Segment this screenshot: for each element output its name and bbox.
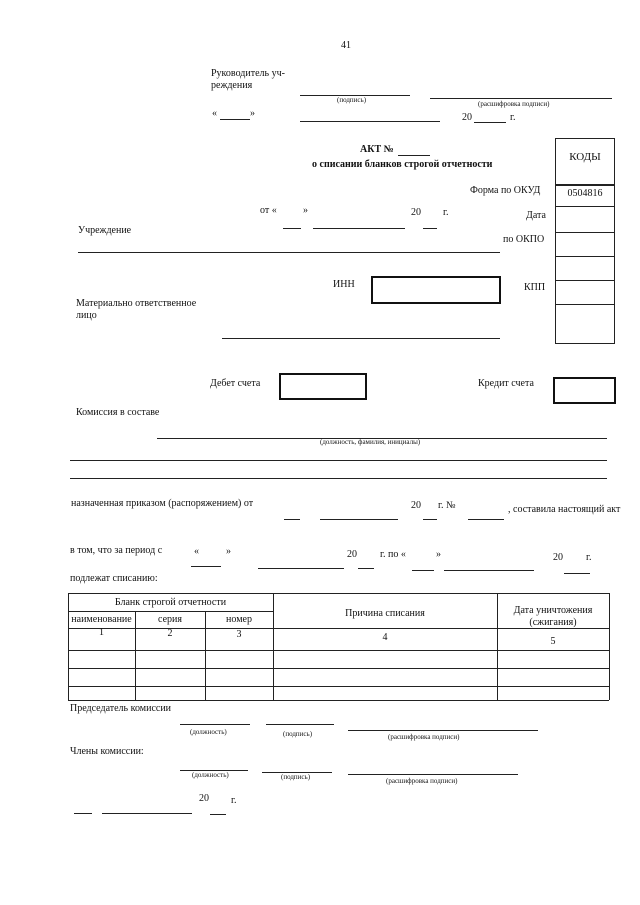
chairman-signature-line[interactable] [266, 724, 334, 725]
commission-caption: (должность, фамилия, инициалы) [320, 438, 421, 446]
members-position-caption: (должность) [192, 771, 229, 779]
credit-label: Кредит счета [478, 378, 534, 389]
approval-quote-open: « [212, 108, 217, 119]
table-right-border [609, 593, 610, 700]
act-number-line [398, 155, 430, 156]
okud-label: Форма по ОКУД [470, 185, 541, 196]
table-bottom-border [68, 700, 609, 701]
footer-g: г. [231, 795, 237, 806]
dated-year: 20 [411, 207, 421, 218]
dated-month-line [313, 228, 405, 229]
codes-column [555, 138, 615, 344]
okud-code: 0504816 [556, 185, 614, 207]
table-row-border-3 [68, 686, 609, 687]
head-label-line2: реждения [211, 80, 253, 91]
table-group-border [68, 611, 273, 612]
chairman-label: Председатель комиссии [70, 703, 172, 714]
approval-year-prefix: 20 [462, 112, 472, 123]
col-header-number: номер [226, 614, 252, 625]
period-year1-line [358, 568, 374, 569]
col-header-name: наименование [71, 614, 132, 625]
commission-label: Комиссия в составе [76, 407, 160, 418]
head-signature-caption: (подпись) [337, 96, 367, 104]
order-year-line [423, 519, 437, 520]
members-label: Члены комиссии: [70, 746, 144, 757]
approval-year-suffix: г. [510, 112, 516, 123]
period-text: в том, что за период с [70, 545, 163, 556]
institution-line[interactable] [78, 252, 500, 253]
members-decoding-caption: (расшифровка подписи) [386, 777, 458, 785]
debit-input[interactable] [279, 373, 367, 400]
chairman-decoding-caption: (расшифровка подписи) [388, 733, 460, 741]
credit-input[interactable] [553, 377, 616, 404]
col-header-series: серия [158, 614, 182, 625]
table-row-border-1 [68, 650, 609, 651]
col-number-3: 3 [236, 629, 242, 640]
footer-year: 20 [199, 793, 209, 804]
col-header-reason: Причина списания [345, 608, 425, 619]
order-number-line [468, 519, 504, 520]
write-off-label: подлежат списанию: [70, 573, 158, 584]
members-decoding-line[interactable] [348, 774, 518, 775]
kpp-code-cell[interactable] [556, 281, 614, 305]
footer-year-line[interactable] [210, 814, 226, 815]
date-label: Дата [526, 210, 546, 221]
dated-day-line [283, 228, 301, 229]
head-decoding-caption: (расшифровка подписи) [478, 100, 550, 108]
approval-year-line [474, 122, 506, 123]
period-quote-close: » [226, 546, 231, 557]
period-day2-line [412, 570, 434, 571]
col-number-4: 4 [382, 632, 388, 643]
table-top-border [68, 593, 609, 594]
col-number-5: 5 [550, 636, 556, 647]
col-number-1: 1 [99, 627, 104, 638]
members-signature-caption: (подпись) [281, 773, 311, 781]
period-g-po: г. по « [380, 549, 406, 560]
dated-from: от « [260, 205, 277, 216]
period-month-line [258, 568, 344, 569]
col-header-destroy-line1: Дата уничтожения [513, 605, 593, 616]
order-day-line [284, 519, 300, 520]
period-g: г. [586, 552, 592, 563]
blank-code-cell[interactable] [556, 257, 614, 281]
commission-line-2[interactable] [70, 460, 607, 461]
responsible-label-line2: лицо [76, 310, 97, 321]
col-header-destroy-line2: (сжигания) [529, 617, 577, 628]
date-code-cell[interactable] [556, 207, 614, 233]
period-quote-close2: » [436, 549, 441, 560]
institution-label: Учреждение [78, 225, 132, 236]
table-left-border [68, 593, 69, 700]
chairman-position-caption: (должность) [190, 728, 227, 736]
head-decoding-line [430, 98, 612, 99]
order-tail: , составила настоящий акт [508, 504, 621, 515]
table-group-header: Бланк строгой отчетности [114, 597, 227, 608]
order-month-line [320, 519, 398, 520]
kpp-label: КПП [524, 282, 546, 293]
period-quote-open: « [194, 546, 199, 557]
period-year2: 20 [553, 552, 563, 563]
page-number: 41 [341, 40, 351, 51]
order-g-no: г. № [438, 500, 456, 511]
period-year2-line [564, 573, 590, 574]
approval-month-line [300, 121, 440, 122]
footer-month-line[interactable] [102, 813, 192, 814]
act-subtitle: о списании бланков строгой отчетности [312, 159, 493, 170]
dated-g: г. [443, 207, 449, 218]
footer-day-line[interactable] [74, 813, 92, 814]
chairman-signature-caption: (подпись) [283, 730, 313, 738]
okpo-code-cell[interactable] [556, 233, 614, 257]
order-text: назначенная приказом (распоряжением) от [71, 498, 254, 509]
chairman-position-line[interactable] [180, 724, 250, 725]
act-title: АКТ № [360, 144, 394, 155]
debit-label: Дебет счета [210, 378, 261, 389]
responsible-label-line1: Материально ответственное [76, 298, 197, 309]
responsible-line[interactable] [222, 338, 500, 339]
table-row-border-2 [68, 668, 609, 669]
approval-quote-close: » [250, 108, 255, 119]
chairman-decoding-line[interactable] [348, 730, 538, 731]
okpo-label: по ОКПО [503, 234, 545, 245]
codes-header: КОДЫ [556, 139, 614, 185]
dated-year-line [423, 228, 437, 229]
approval-day-line [220, 119, 250, 120]
col-number-2: 2 [167, 628, 173, 639]
inn-label: ИНН [333, 279, 355, 290]
period-day-line [191, 566, 221, 567]
head-label-line1: Руководитель уч- [211, 68, 285, 79]
period-year1: 20 [347, 549, 357, 560]
inn-input[interactable] [371, 276, 501, 304]
commission-line-3[interactable] [70, 478, 607, 479]
period-month2-line [444, 570, 534, 571]
order-year: 20 [411, 500, 421, 511]
dated-close: » [303, 205, 308, 216]
